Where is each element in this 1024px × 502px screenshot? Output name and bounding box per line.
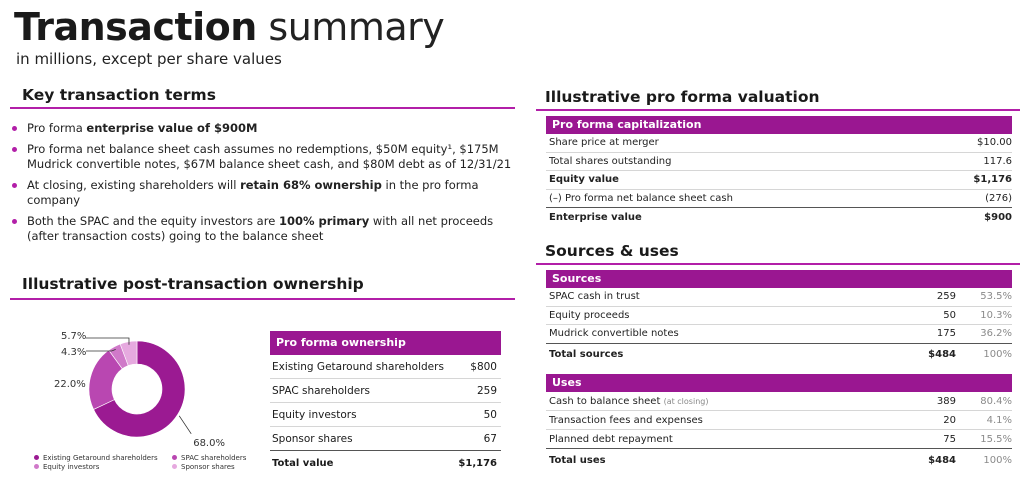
table-row: Cash to balance sheet (at closing) 389 80.4%	[546, 392, 1012, 411]
legend-item: Equity investors	[34, 462, 172, 471]
ownership-rule	[10, 298, 515, 300]
table-row: Equity value $1,176	[546, 171, 1012, 190]
key-terms-heading: Key transaction terms	[22, 86, 216, 104]
table-row: SPAC shareholders 259	[270, 379, 501, 403]
table-total-row: Enterprise value $900	[549, 211, 1012, 223]
legend-item: Existing Getaround shareholders	[34, 453, 172, 462]
sources-uses-rule	[536, 263, 1020, 265]
table-row: (–) Pro forma net balance sheet cash (276)	[546, 190, 1012, 209]
donut-label-existing-getaround: 68.0%	[193, 437, 225, 449]
table-row: Planned debt repayment 75 15.5%	[546, 430, 1012, 449]
key-term-item: Both the SPAC and the equity investors are 100% primary with all net proceeds (after transaction costs) going to the balance sheet	[12, 214, 512, 244]
legend-swatch	[34, 455, 39, 460]
page-title	[14, 4, 444, 50]
legend-swatch	[34, 464, 39, 469]
table-total-row: Total sources $484 100%	[549, 349, 1012, 360]
ownership-table-title: Pro forma ownership	[270, 331, 501, 355]
table-row: Existing Getaround shareholders $800	[270, 355, 501, 379]
ownership-donut-chart	[0, 320, 270, 475]
title-light: summary	[268, 5, 445, 49]
uses-table-title: Uses	[546, 374, 1012, 392]
table-row: Mudrick convertible notes 175 36.2%	[546, 325, 1012, 344]
donut-label-sponsor: 5.7%	[61, 331, 87, 342]
key-term-item: Pro forma enterprise value of $900M	[12, 121, 512, 136]
table-total-row: Total uses $484 100%	[549, 454, 1012, 466]
key-terms-list	[12, 121, 512, 250]
uses-note: (at closing)	[663, 396, 709, 406]
table-row: Transaction fees and expenses 20 4.1%	[546, 411, 1012, 430]
sources-table-title: Sources	[546, 270, 1012, 288]
donut-label-spac: 22.0%	[54, 379, 86, 390]
table-row: Sponsor shares 67	[270, 427, 501, 451]
table-row: Equity proceeds 50 10.3%	[546, 307, 1012, 326]
table-row: Equity investors 50	[270, 403, 501, 427]
sources-uses-heading: Sources & uses	[545, 242, 679, 260]
legend-item: Sponsor shares	[172, 462, 262, 471]
key-term-item: Pro forma net balance sheet cash assumes no redemptions, $50M equity¹, $175M Mudrick convertible notes, $67M balance sheet cash, and $80M debt as of 12/31/21	[12, 142, 512, 172]
donut-leader-line	[179, 416, 191, 434]
ownership-table	[270, 331, 501, 475]
valuation-rule	[536, 109, 1020, 111]
table-total-row: Total value $1,176	[272, 457, 497, 469]
title-bold: Transaction	[14, 5, 257, 49]
donut-label-equity-investors: 4.3%	[61, 347, 87, 358]
key-term-item: At closing, existing shareholders will retain 68% ownership in the pro forma company	[12, 178, 512, 208]
table-row: SPAC cash in trust 259 53.5%	[546, 288, 1012, 307]
sources-table	[546, 270, 1012, 366]
table-row: Share price at merger $10.00	[546, 134, 1012, 153]
valuation-heading: Illustrative pro forma valuation	[545, 88, 820, 106]
donut-legend	[34, 453, 264, 471]
key-terms-rule	[10, 107, 515, 109]
page-subtitle: in millions, except per share values	[16, 50, 282, 68]
table-row: Total shares outstanding 117.6	[546, 153, 1012, 172]
ownership-heading: Illustrative post-transaction ownership	[22, 275, 364, 293]
legend-swatch	[172, 455, 177, 460]
legend-swatch	[172, 464, 177, 469]
legend-item: SPAC shareholders	[172, 453, 262, 462]
uses-table	[546, 374, 1012, 471]
valuation-table-title: Pro forma capitalization	[546, 116, 1012, 134]
valuation-table	[546, 116, 1012, 227]
